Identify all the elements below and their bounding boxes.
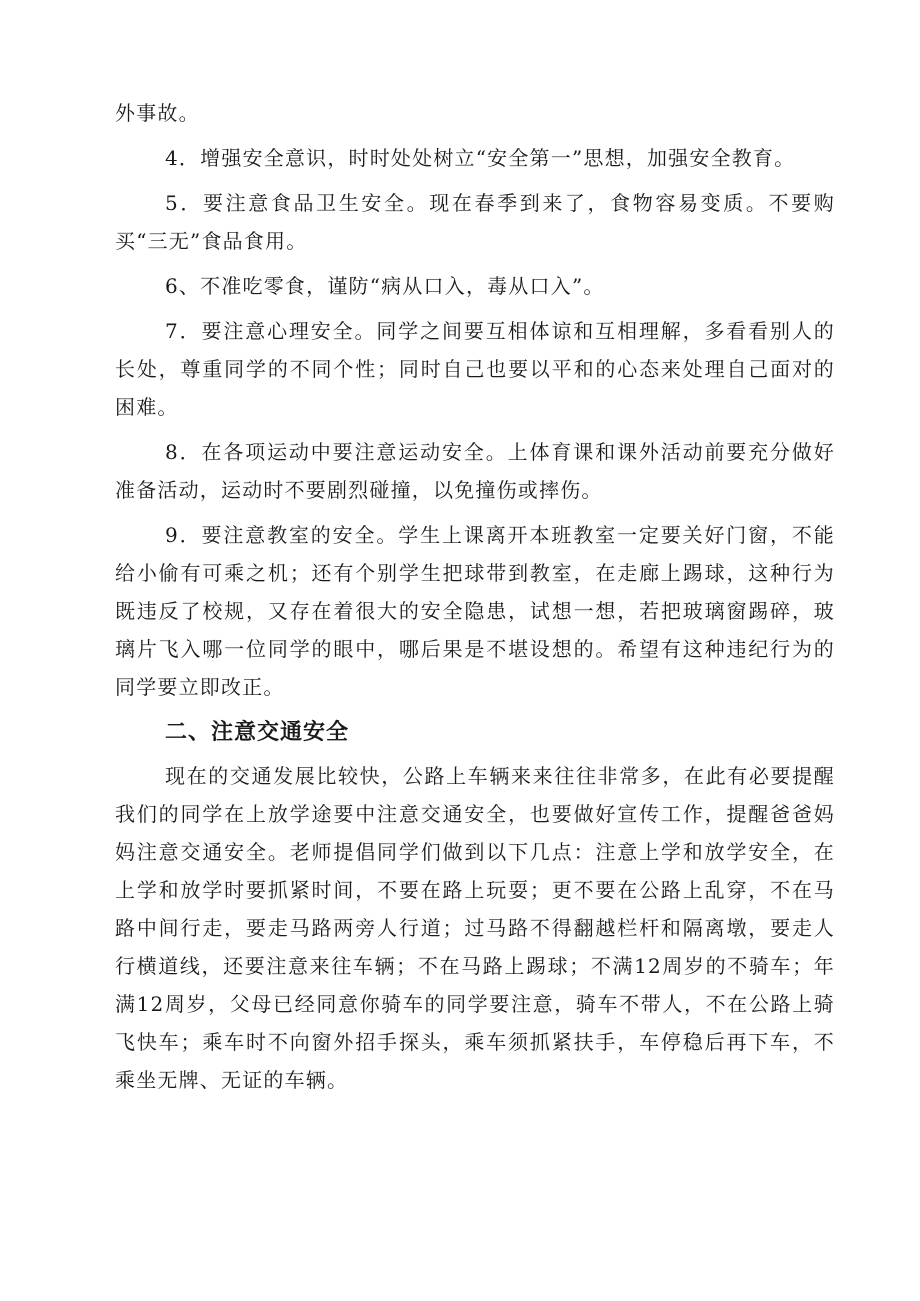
paragraph-item-8: 8．在各项运动中要注意运动安全。上体育课和课外活动前要充分做好准备活动，运动时不要剧烈碰撞，以免撞伤或摔伤。 [115,440,835,502]
paragraph-traffic-safety: 现在的交通发展比较快，公路上车辆来来往往非常多，在此有必要提醒我们的同学在上放学途要中注意交通安全，也要做好宣传工作，提醒爸爸妈妈注意交通安全。老师提倡同学们做到以下几点：注意上学和放学安全，在上学和放学时要抓紧时间，不要在路上玩耍；更不要在公路上乱穿，不在马路中间行走，要走马路两旁人行道；过马路不得翻越栏杆和隔离墩，要走人行横道线，还要注意来往车辆；不在马路上踢球；不满12周岁的不骑车；年满12周岁，父母已经同意你骑车的同学要注意，骑车不带人，不在公路上骑飞快车；乘车时不向窗外招手探头，乘车须抓紧扶手，车停稳后再下车，不乘坐无牌、无证的车辆。 [115,764,835,1092]
paragraph-item-7: 7．要注意心理安全。同学之间要互相体谅和互相理解，多看看别人的长处，尊重同学的不同个性；同时自己也要以平和的心态来处理自己面对的困难。 [115,319,835,419]
paragraph-item-9: 9．要注意教室的安全。学生上课离开本班教室一定要关好门窗，不能给小偷有可乘之机；还有个别学生把球带到教室，在走廊上踢球，这种行为既违反了校规，又存在着很大的安全隐患，试想一想，若把玻璃窗踢碎，玻璃片飞入哪一位同学的眼中，哪后果是不堪设想的。希望有这种违纪行为的同学要立即改正。 [115,523,835,699]
paragraph-item-4: 4．增强安全意识，时时处处树立“安全第一”思想，加强安全教育。 [165,146,796,170]
paragraph-item-5: 5．要注意食品卫生安全。现在春季到来了，食物容易变质。不要购买“三无”食品食用。 [115,191,835,253]
paragraph-item-6: 6、不准吃零食，谨防“病从口入，毒从口入”。 [165,274,605,298]
section-heading-traffic-safety: 二、注意交通安全 [165,720,350,745]
paragraph-continuation: 外事故。 [115,101,200,125]
document-page [115,94,835,1106]
